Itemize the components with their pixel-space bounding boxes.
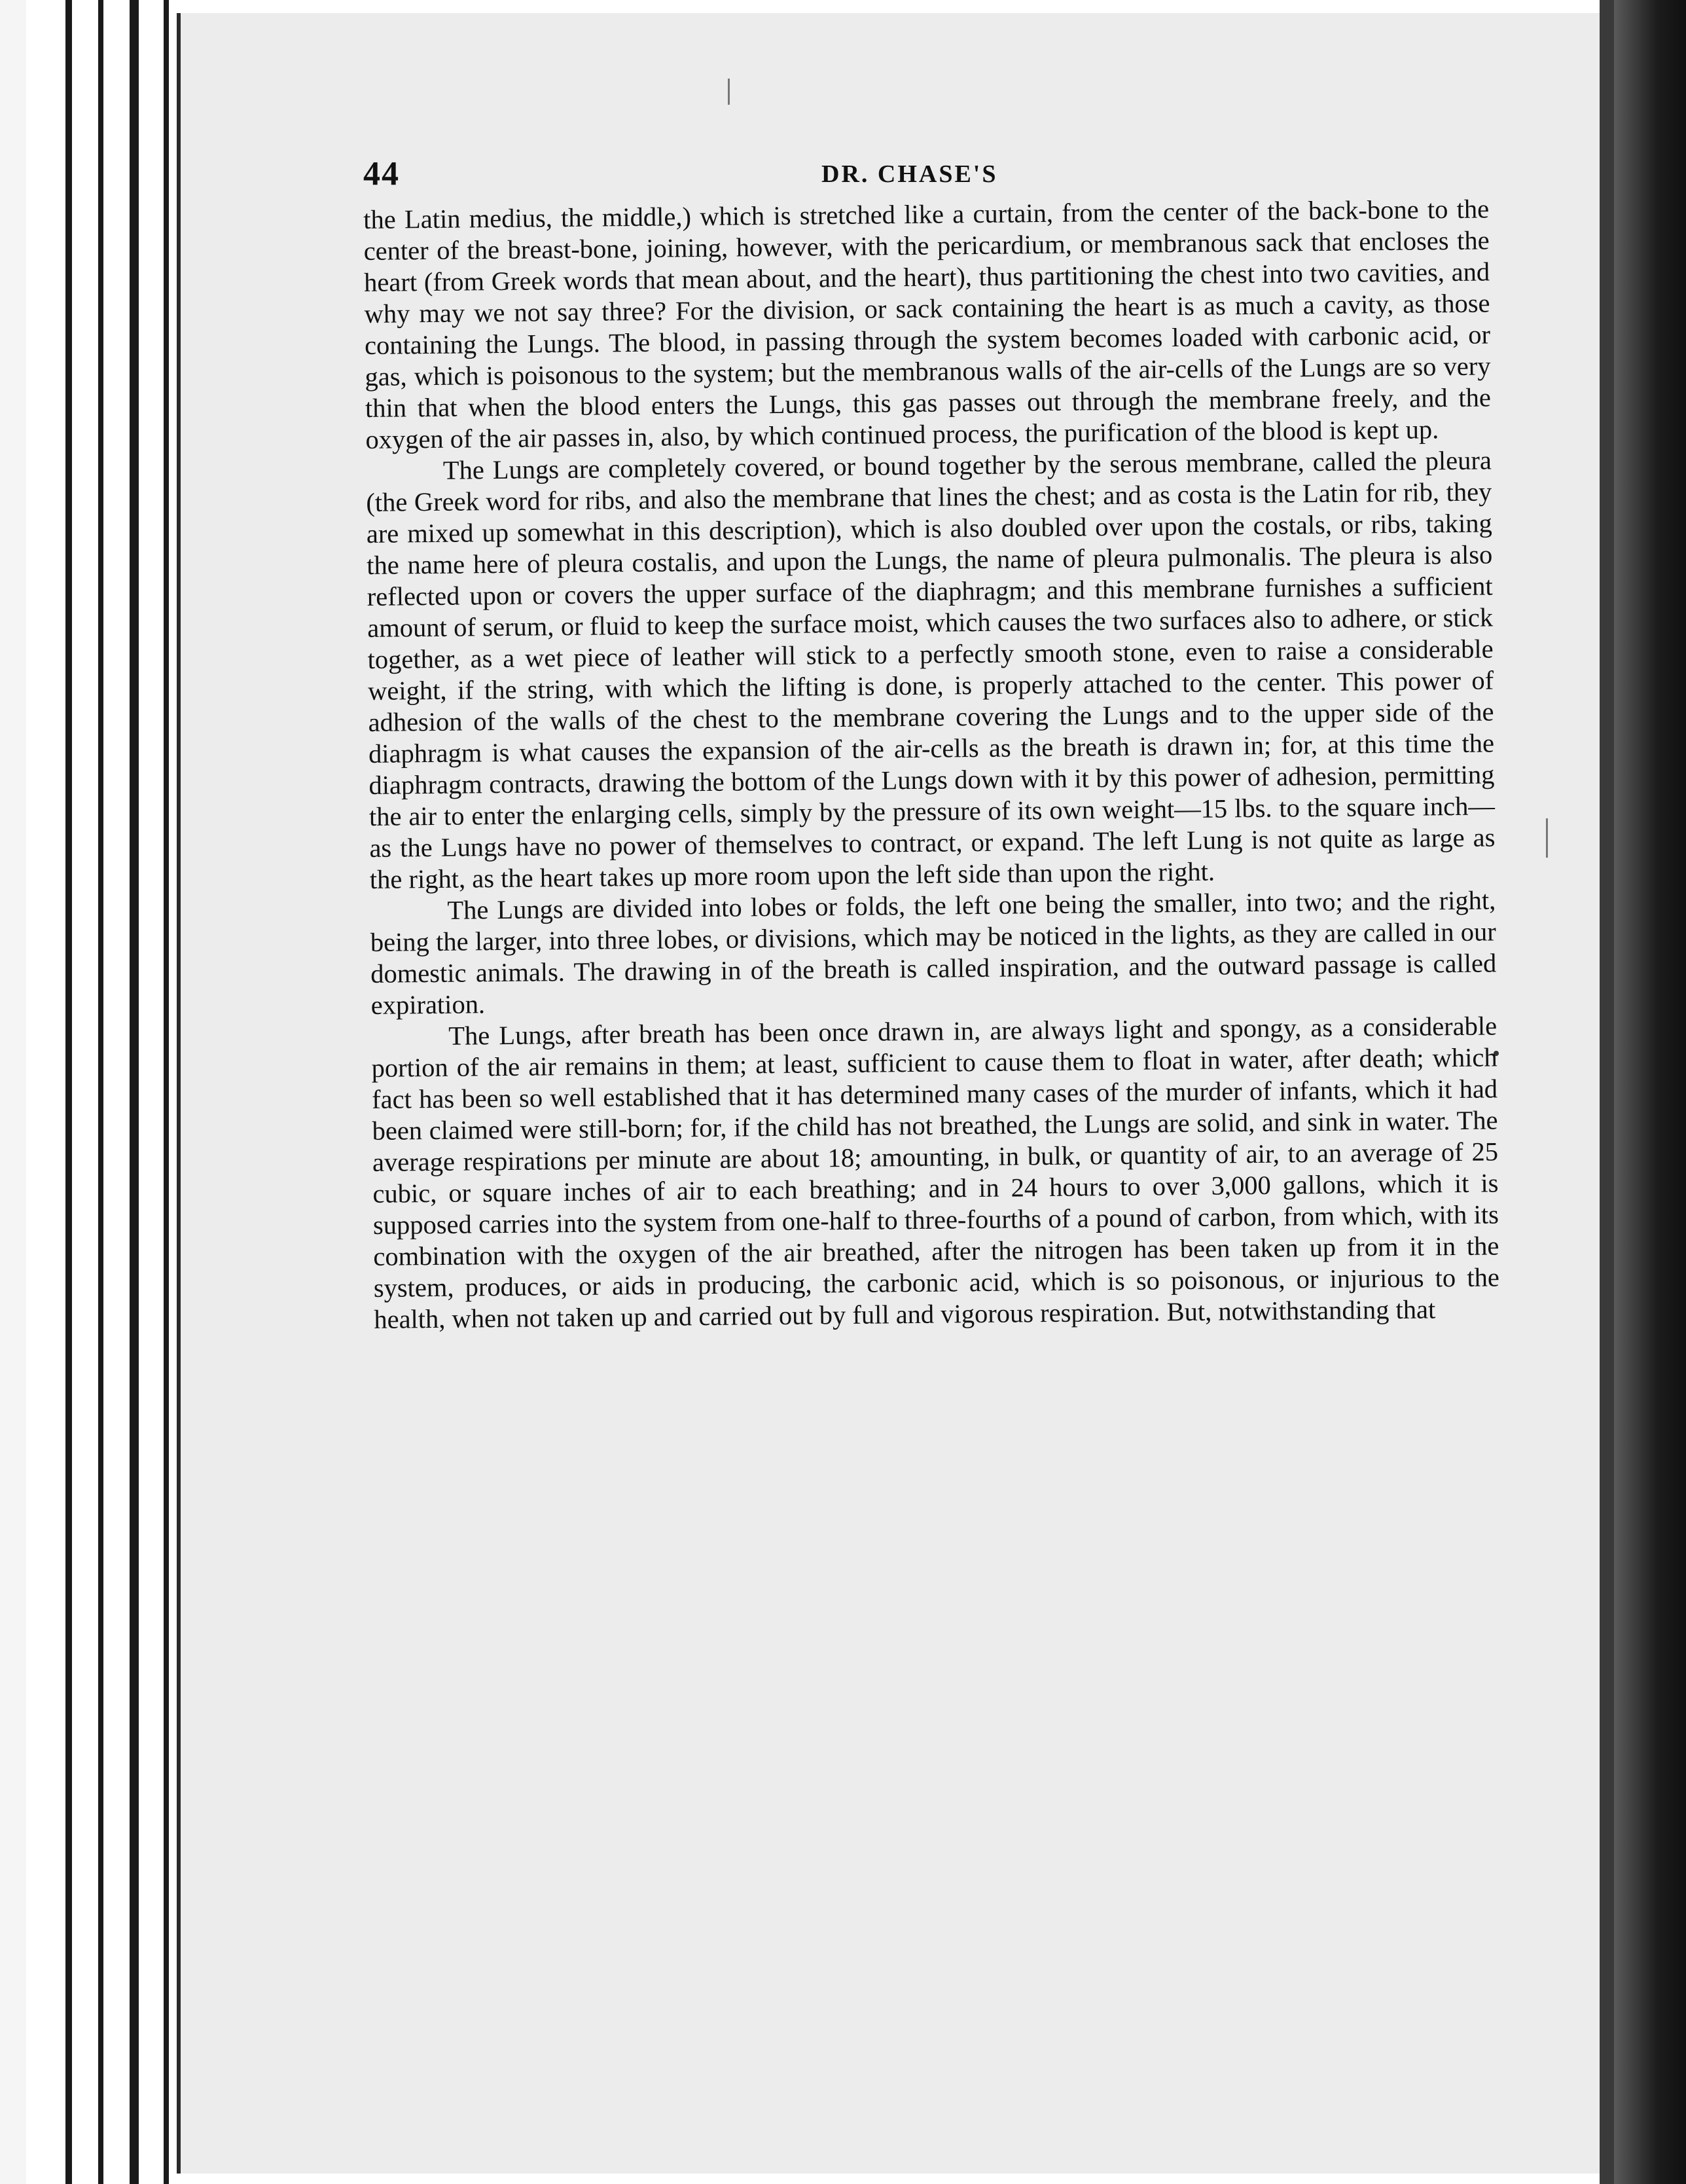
outer-margin xyxy=(0,0,26,2184)
running-head: DR. CHASE'S xyxy=(821,160,998,188)
page-edge-line xyxy=(130,0,139,2184)
paragraph-lobes: The Lungs are divided into lobes or folds, the left one being the smaller, into two; and the right, being the larger, into three lobes, or divisions, which may be noticed in the lights, as they are called in our domestic animals. The drawing in of the breath is called inspiration, and the outward passage is called expiration. xyxy=(370,885,1497,1020)
page-edge-line xyxy=(164,0,169,2184)
page-gutter-shadow xyxy=(1600,0,1614,2184)
page-edge-line xyxy=(65,0,72,2184)
paragraph-respiration: The Lungs, after breath has been once drawn in, are always light and spongy, as a considerable portion of the air remains in them; at least, sufficient to cause them to float in water, after death; which fact has been so well established that it has determined many cases of the murder of infants, which it had been claimed were still-born; for, if the child has not breathed, the Lungs are solid, and sink in water. The average respirations per minute are about 18; amounting, in bulk, or quantity of air, to an average of 25 cubic, or square inches of air to each breathing; and in 24 hours to over 3,000 gallons, which it is supposed carries into the system from one-half to three-fourths of a pound of carbon, from which, with its combination with the oxygen of the air breathed, after the nitrogen has been taken up from it in the system, produces, or aids in producing, the carbonic acid, which is so poisonous, or injurious to the health, when not taken up and carried out by full and vigorous respiration. But, notwithstanding that xyxy=(371,1011,1500,1334)
page-edges-stack xyxy=(46,0,196,2184)
page-number: 44 xyxy=(363,155,400,192)
page-body-text xyxy=(363,193,1500,1335)
paragraph-continued: the Latin medius, the middle,) which is stretched like a curtain, from the center of the back-bone to the center of the breast-bone, joining, however, with the pericardium, or membranous sack that encloses the heart (from Greek words that mean about, and the heart), thus partitioning the chest into two cavities, and why may we not say three? For the division, or sack containing the heart is as much a cavity, as those containing the Lungs. The blood, in passing through the system becomes loaded with carbonic acid, or gas, which is poisonous to the system; but the membranous walls of the air-cells of the Lungs are so very thin that when the blood enters the Lungs, this gas passes out through the membrane freely, and the oxygen of the air passes in, also, by which continued process, the purification of the blood is kept up. xyxy=(363,194,1492,454)
book-spine-edge xyxy=(1614,0,1686,2184)
scan-speck xyxy=(1546,818,1548,858)
page-edge-line xyxy=(98,0,103,2184)
paragraph-pleura: The Lungs are completely covered, or bound together by the serous membrane, called the pleura (the Greek word for ribs, and also the membrane that lines the chest; and as costa is the Latin for rib, they are mixed up somewhat in this description), which is also doubled over upon the costals, or ribs, taking the name here of pleura costalis, and upon the Lungs, the name of pleura pulmonalis. The pleura is also reflected upon or covers the upper surface of the diaphragm; and this membrane furnishes a sufficient amount of serum, or fluid to keep the surface moist, which causes the two surfaces also to adhere, or stick together, as a wet piece of leather will stick to a perfectly smooth stone, even to raise a considerable weight, if the string, with which the lifting is done, is properly attached to the center. This power of adhesion of the walls of the chest to the membrane covering the Lungs and to the upper side of the diaphragm is what causes the expansion of the air-cells as the breath is drawn in; for, at this time the diaphragm contracts, drawing the bottom of the Lungs down with it by this power of adhesion, permitting the air to enter the enlarging cells, simply by the pressure of its own weight—15 lbs. to the square inch—as the Lungs have no power of themselves to contract, or expand. The left Lung is not quite as large as the right, as the heart takes up more room upon the left side than upon the right. xyxy=(366,445,1496,894)
scan-speck xyxy=(728,79,730,105)
